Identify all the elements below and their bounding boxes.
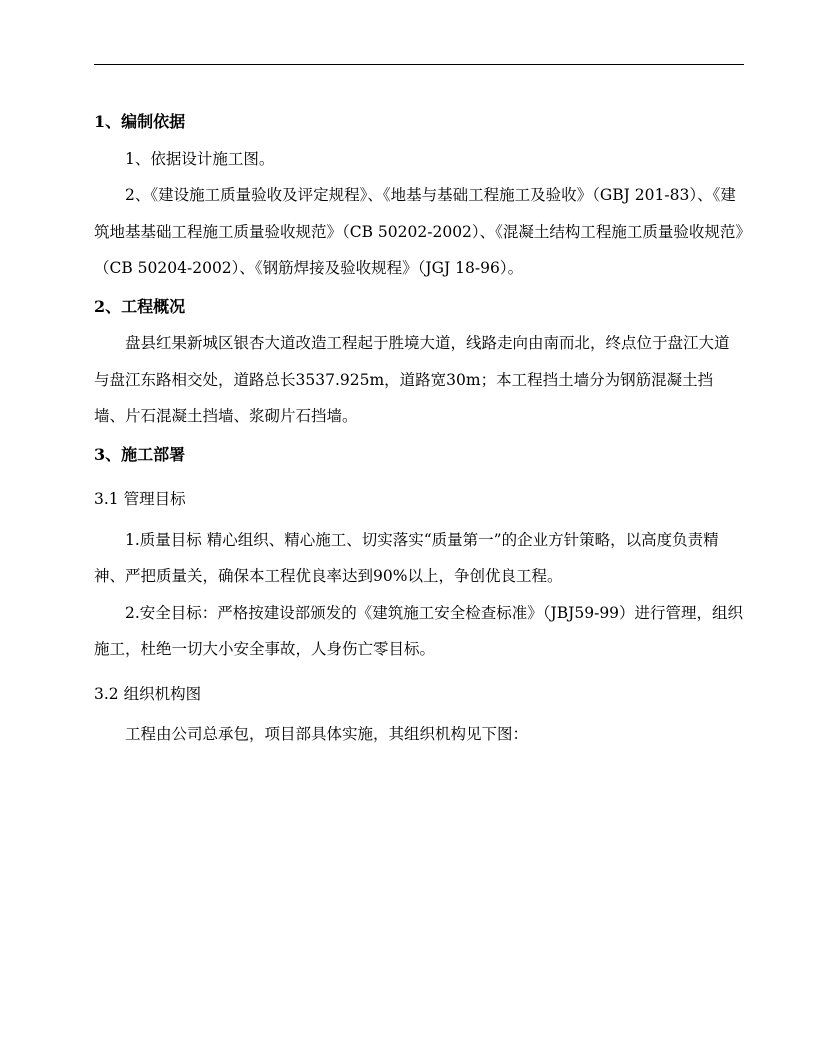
section-1-paragraph-1: 1、依据设计施工图。 — [125, 149, 275, 168]
section-1-paragraph-2: 2、《建设施工质量验收及评定规程》、《地基与基础工程施工及验收》（GBJ 201-83）、《建筑地基基础工程施工质量验收规范》（CB 50202-2002）、《混凝土结构工程施工质量验收规范》（CB 50204-2002）、《钢筋焊接及验收规程》（JGJ 18-96）。 — [94, 186, 744, 277]
header-rule — [94, 64, 744, 65]
section-2-title: 2、工程概况 — [94, 296, 186, 316]
section-3-paragraph-2: 2.安全目标：严格按建设部颁发的《建筑施工安全检查标准》（JBJ59-99）进行管理，组织施工，杜绝一切大小安全事故，人身伤亡零目标。 — [94, 603, 744, 658]
section-3-paragraph-3: 工程由公司总承包，项目部具体实施，其组织机构见下图： — [125, 725, 529, 743]
section-3-paragraph-1: 1.质量目标 精心组织、精心施工、切实落实“质量第一”的企业方针策略，以高度负责精神、严把质量关，确保本工程优良率达到90%以上，争创优良工程。 — [94, 530, 719, 585]
section-3-2-title: 3.2 组织机构图 — [94, 684, 202, 703]
section-3-title: 3、施工部署 — [94, 444, 186, 464]
section-3-1-title: 3.1 管理目标 — [94, 490, 186, 508]
document-body — [94, 104, 744, 753]
section-2-paragraph-1: 盘县红果新城区银杏大道改造工程起于胜境大道，线路走向由南而北，终点位于盘江大道与盘江东路相交处，道路总长3537.925m，道路宽30m；本工程挡土墙分为钢筋混凝土挡墙、片石混凝土挡墙、浆砌片石挡墙。 — [94, 334, 730, 425]
section-1-title: 1、编制依据 — [94, 112, 186, 131]
